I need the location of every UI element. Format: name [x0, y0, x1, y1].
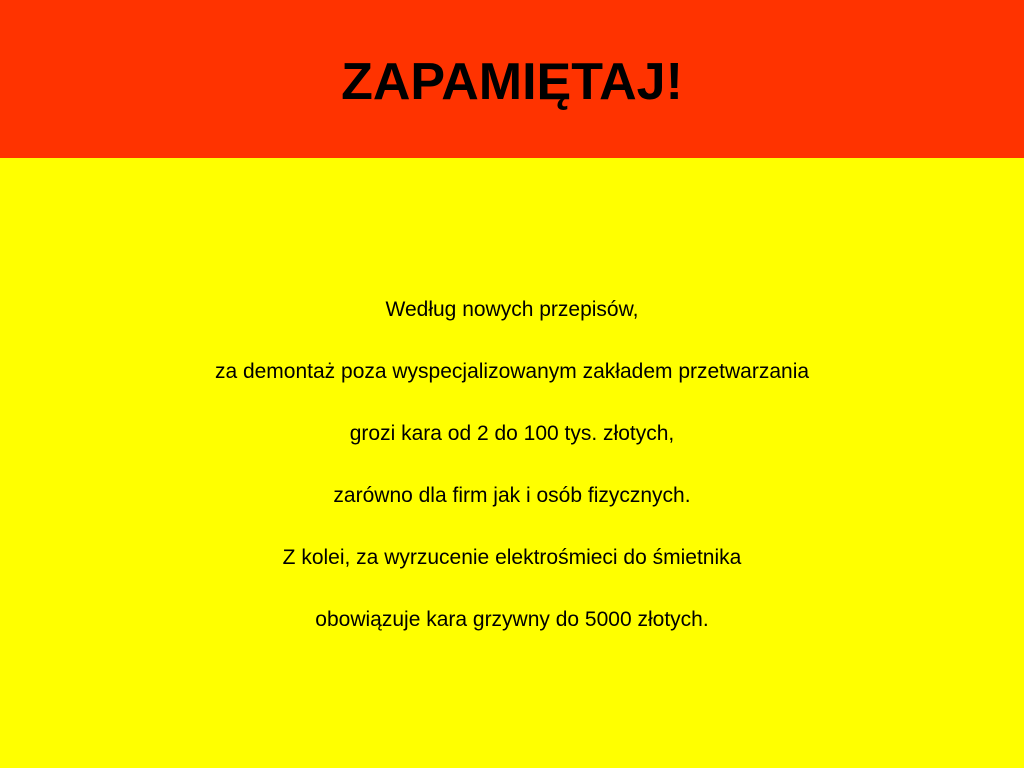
- slide-body: [0, 292, 1024, 664]
- body-line: Z kolei, za wyrzucenie elektrośmieci do śmietnika: [282, 546, 742, 569]
- body-line: za demontaż poza wyspecjalizowanym zakładem przetwarzania: [214, 360, 810, 383]
- body-line: obowiązuje kara grzywny do 5000 złotych.: [315, 608, 709, 631]
- body-line: zarówno dla firm jak i osób fizycznych.: [333, 484, 691, 507]
- body-line: Według nowych przepisów,: [385, 298, 639, 321]
- slide-title: ZAPAMIĘTAJ!: [341, 53, 683, 111]
- body-line: grozi kara od 2 do 100 tys. złotych,: [349, 422, 675, 445]
